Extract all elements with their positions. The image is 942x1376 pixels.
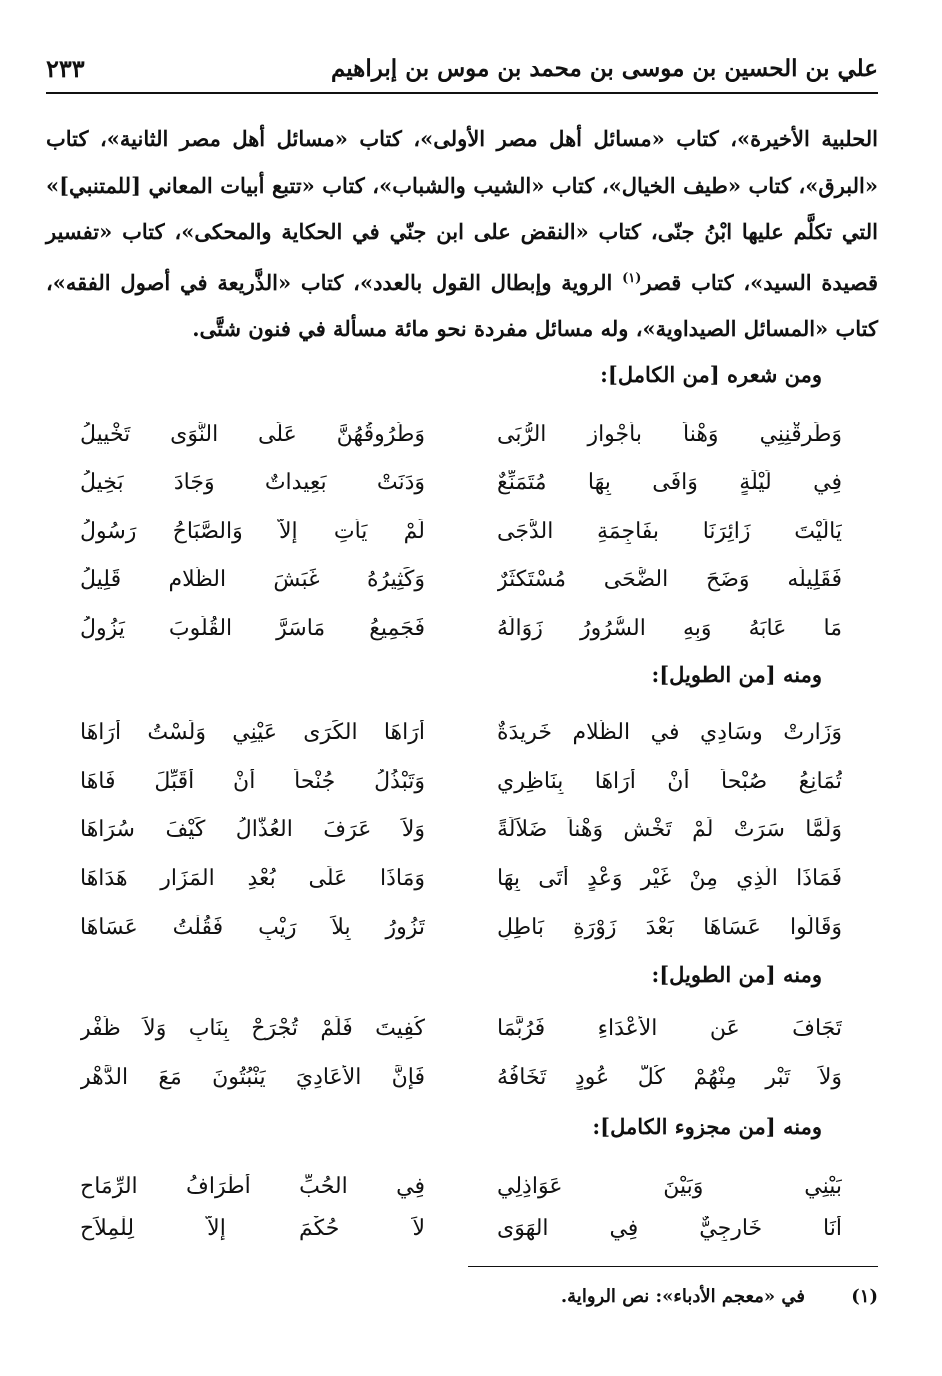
verse-first-hemistich: أَنَا خَارِجِيٌّ فِي الهَوَى bbox=[497, 1215, 842, 1241]
verse-line bbox=[80, 1204, 842, 1252]
page-number: ٢٣٣ bbox=[46, 53, 85, 83]
footnote-text: في «معجم الأدباء»: نص الرواية. bbox=[560, 1286, 805, 1307]
verse-first-hemistich: وَلاَ تَبْرِ مِنْهُمْ كُلَّ عُودٍ تَخَافُهُ bbox=[497, 1064, 842, 1090]
verse-first-hemistich: مَا عَابَهُ وَبِهِ السُّرُورُ زَوَالُهُ bbox=[497, 615, 842, 641]
verse-line bbox=[80, 903, 842, 951]
verse-first-hemistich: يَالَيْتَ زَائِرَنَا بفَاجِمَةِ الدُّجَى bbox=[497, 518, 842, 544]
verse-line bbox=[80, 458, 842, 506]
verse-second-hemistich: فَجَمِيعُ مَاسَرَّ القُلُوبَ يَزُولُ bbox=[80, 615, 425, 641]
verse-first-hemistich: وَلَمَّا سَرَتْ لَمْ تَخْش وَهْناً ضَلاَلَةً bbox=[497, 816, 842, 842]
running-header bbox=[46, 44, 878, 94]
footnote-marker: (١) bbox=[622, 270, 642, 286]
verse-second-hemistich: أَرَاهَا الكَرَى عَيْنِي وَلَسْتُ أَرَاهَا bbox=[80, 719, 425, 745]
verse-line bbox=[80, 805, 842, 853]
section-intro: ومنه [من الطويل]: bbox=[651, 662, 822, 687]
verse-line bbox=[80, 708, 842, 756]
verse-second-hemistich: لَمْ يَأْتِ إلاَّ وَالصَّبَاحُ رَسُولُ bbox=[80, 518, 425, 544]
verse-first-hemistich: وَزَارتْ وِسَادِي في الظَّلام خَرِيدَةٌ bbox=[497, 719, 842, 745]
verse-line bbox=[80, 854, 842, 902]
verse-line bbox=[80, 1053, 842, 1101]
section-intro: ومنه [من مجزوء الكامل]: bbox=[592, 1114, 822, 1139]
verse-second-hemistich: وَطُرُوقُهُنَّ عَلَى النَّوَى تَخْييلُ bbox=[80, 421, 425, 447]
section-intro: ومنه [من الطويل]: bbox=[651, 962, 822, 987]
verse-second-hemistich: وَكَثِيرُهُ غَبَشَ الظَّلامِ قَلِيلُ bbox=[80, 566, 425, 592]
verse-second-hemistich: فِي الحُبِّ أَطْرَافُ الرِّمَاحِ bbox=[80, 1173, 425, 1199]
verse-line bbox=[80, 555, 842, 603]
verse-first-hemistich: وَقَالُوا عَسَاهَا بَعْدَ زَوْرَةِ بَاطِلٍ bbox=[497, 914, 842, 940]
verse-second-hemistich: لاَ حُكْمَ إلاَّ لِلْمِلاَحِ bbox=[80, 1215, 425, 1241]
verse-second-hemistich: وَدَنَتْ بَعِيداتٌ وَجَادَ بَخِيلُ bbox=[80, 469, 425, 495]
verse-first-hemistich: تَجَافَ عَنِ الأَعْدَاءِ فَرُبَّمَا bbox=[497, 1015, 842, 1041]
section-intro: ومن شعره [من الكامل]: bbox=[600, 362, 822, 387]
footnote-number: (١) bbox=[851, 1286, 878, 1307]
header-title: علي بن الحسين بن موسى بن محمد بن موس بن إبراهيم bbox=[330, 54, 878, 82]
footnote bbox=[561, 1286, 878, 1307]
verse-line bbox=[80, 410, 842, 458]
verse-second-hemistich: كُفِيتَ فَلَمْ تُجْرَحْ بِنَابٍ وَلاَ ظُفْرِ bbox=[80, 1015, 425, 1041]
verse-line bbox=[80, 757, 842, 805]
verse-first-hemistich: فَمَاذَا الَّذِي مِنْ غَيْرِ وَعْدٍ أَتَى بِهَا bbox=[497, 865, 842, 891]
verse-first-hemistich: فِي لَيْلَةٍ وَافَى بِهَا مُتَمَنِّعٌ bbox=[497, 469, 842, 495]
prose-text-1: الحلبية الأخيرة»، كتاب «مسائل أهل مصر الأولى»، كتاب «مسائل أهل مصر الثانية»، كتاب «البرق»، كتاب «طيف الخيال»، كتاب «الشيب والشباب»، كتاب «تتبع أبيات المعاني [للمتنبي]» التي تكلَّم عليها ابْنُ جنّى، كتاب «النقض على ابن جنّي في الحكاية والمحكى»، كتاب «تفسير قصيدة السيد»، كتاب قصر bbox=[46, 126, 879, 295]
verse-first-hemistich: بَيْنِي وَبَيْنَ عَوَاذِلِي bbox=[497, 1173, 842, 1199]
prose-text-2: الروية وإبطال القول بالعدد»، كتاب «الذَّريعة في أصول الفقه»، كتاب «المسائل الصيداوية»، وله مسائل مفردة نحو مائة مسألة في فنون شتَّى. bbox=[46, 269, 878, 341]
footnote-separator bbox=[468, 1266, 878, 1267]
verse-line bbox=[80, 1162, 842, 1210]
prose-paragraph bbox=[46, 116, 878, 353]
verse-first-hemistich: فَقَلِيلُه وَضَحَ الضُّحَى مُسْتَكثَرٌ bbox=[497, 566, 842, 592]
verse-second-hemistich: وَتَبْذُلُ جُنْحاً أَنْ أُقَبِّلَ فَاهَا bbox=[80, 768, 425, 794]
verse-second-hemistich: فَإِنَّ الأَعَادِيَ يَنْبُتُونَ مَعَ الدَّهْرِ bbox=[80, 1064, 425, 1090]
verse-line bbox=[80, 604, 842, 652]
verse-first-hemistich: تُمَانِعُ صُبْحاً أَنْ أَرَاهَا بِنَاظِرِي bbox=[497, 768, 842, 794]
verse-second-hemistich: وَلاَ عَرَفَ العُذَّالُ كَيْفَ سُرَاهَا bbox=[80, 816, 425, 842]
verse-second-hemistich: تَزُورُ بِلاَ رَيْبٍ فَقُلْتُ عَسَاهَا bbox=[80, 914, 425, 940]
verse-line bbox=[80, 1004, 842, 1052]
verse-second-hemistich: وَمَاذَا عَلَى بُعْدِ المَزَارِ هَدَاهَا bbox=[80, 865, 425, 891]
verse-first-hemistich: وَطَرقْنِنِي وَهْناً بأَجْوازِ الرُّبَى bbox=[497, 421, 842, 447]
verse-line bbox=[80, 507, 842, 555]
